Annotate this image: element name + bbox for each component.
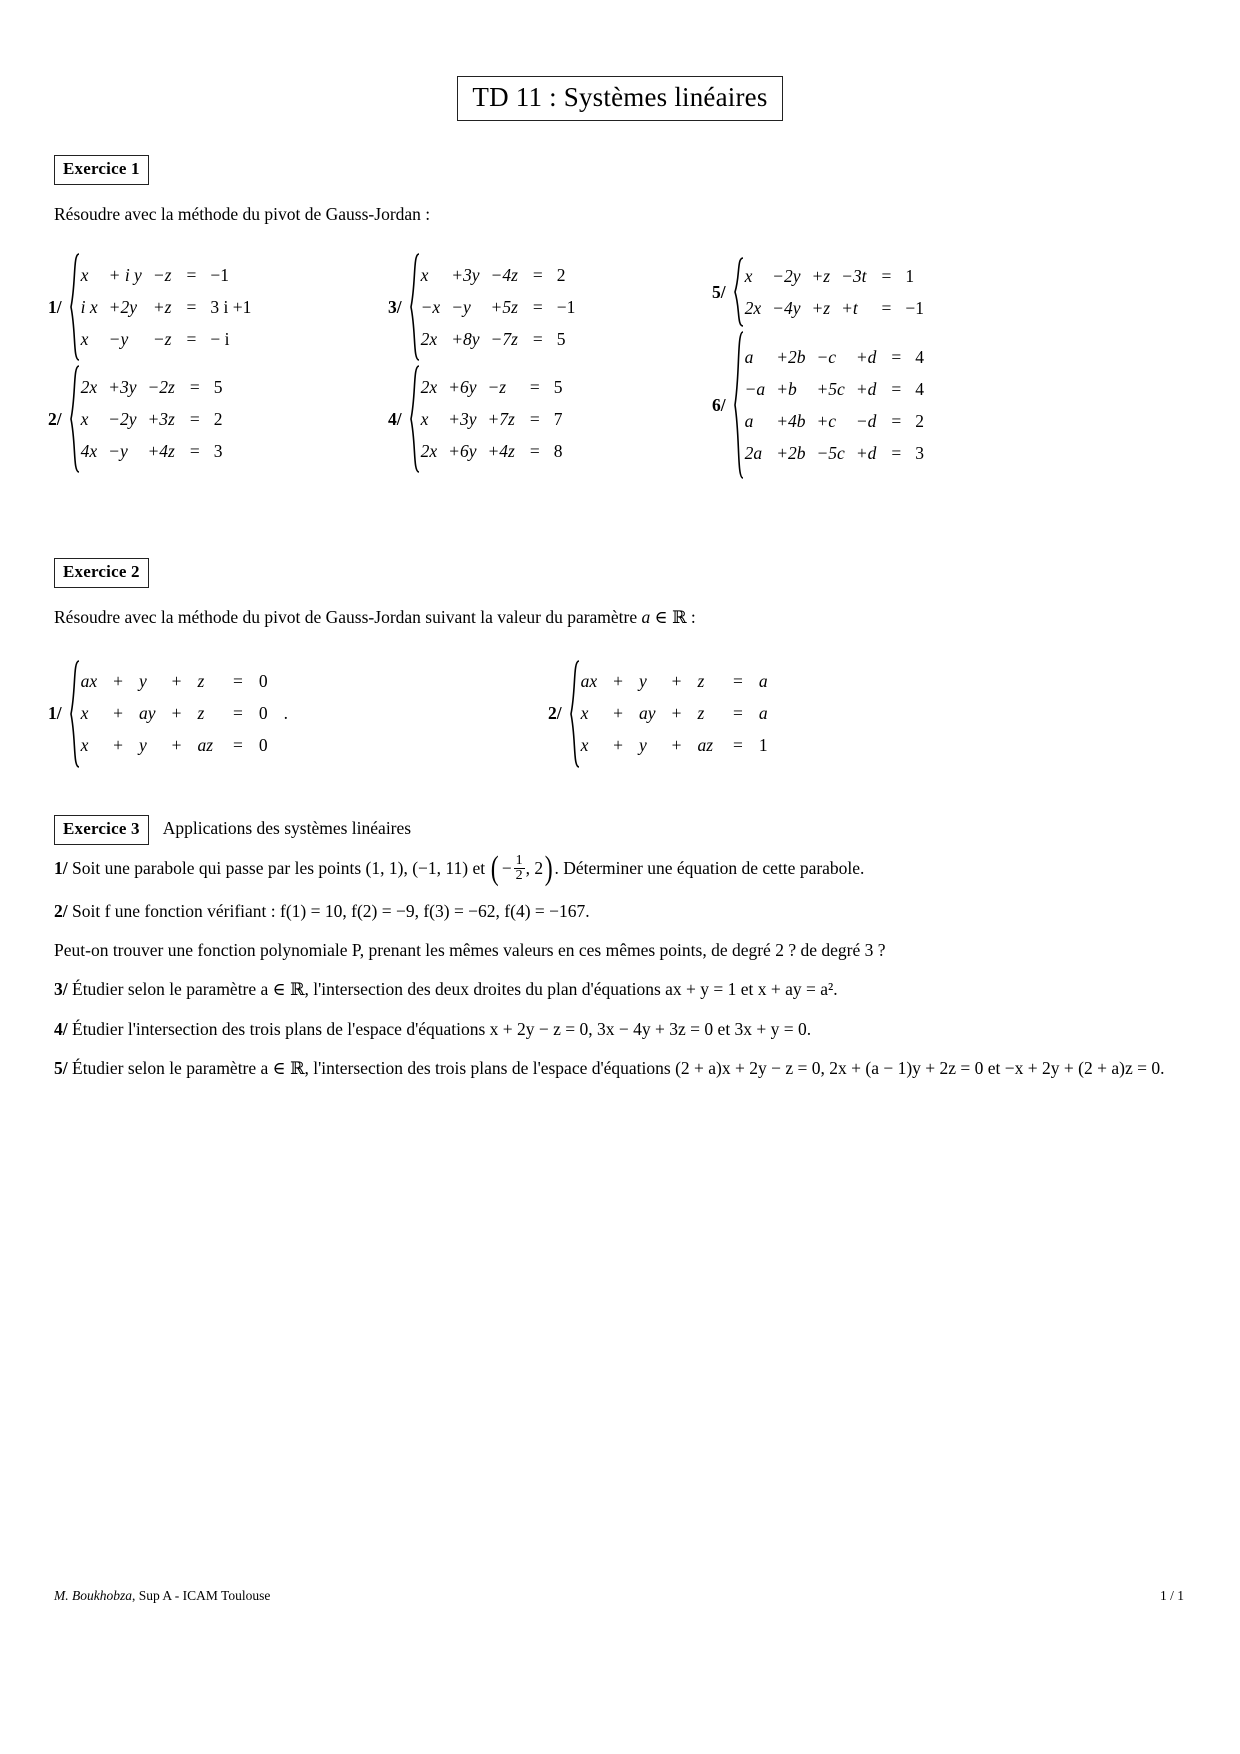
equation-row <box>421 259 576 291</box>
system-6-equations <box>745 341 924 469</box>
equals-sign: = <box>186 296 197 317</box>
term-4: +t <box>841 297 858 318</box>
term-4: +d <box>855 378 877 399</box>
exercise-2-heading <box>54 558 1240 588</box>
term-3: +c <box>816 410 837 431</box>
item-text: Étudier selon le paramètre a ∈ ℝ, l'intersection des trois plans de l'espace d'équations (2 + a)x + 2y − z = 0, 2x + (a − 1)y + 2z = 0 et −x + 2y + (2 + a)z = 0. <box>72 1057 1165 1078</box>
term-2: y <box>139 671 147 692</box>
term-4: −d <box>855 410 877 431</box>
equation-row <box>581 698 784 730</box>
left-brace-icon <box>407 252 421 362</box>
term-2: +2b <box>776 346 806 367</box>
system-5 <box>712 256 924 328</box>
page-title: TD 11 : Systèmes linéaires <box>457 76 782 121</box>
equals-sign: = <box>189 408 200 429</box>
exercise-2-intro-text: Résoudre avec la méthode du pivot de Gauss-Jordan suivant la valeur du paramètre <box>54 607 642 628</box>
term-2: +6y <box>448 376 477 397</box>
equation-row <box>81 698 304 730</box>
footer-page-number: 1 / 1 <box>1159 1588 1184 1603</box>
right-hand-side: 7 <box>553 408 563 429</box>
right-hand-side: 1 <box>905 265 915 286</box>
exercise-3-item-2-continued <box>54 937 1184 963</box>
exercise-2-intro <box>54 604 1184 632</box>
left-brace-icon <box>567 659 581 769</box>
term-3: −5c <box>816 442 845 463</box>
term-3: +5c <box>816 378 845 399</box>
term-1: x <box>420 408 429 429</box>
term-1: x <box>80 328 89 349</box>
operator-2: + <box>671 671 682 692</box>
term-2: +3y <box>448 408 477 429</box>
term-2: +3y <box>108 376 137 397</box>
close-paren-icon: ) <box>544 850 553 888</box>
equation-row <box>421 371 563 403</box>
equals-sign: = <box>881 265 892 286</box>
system-4 <box>388 364 562 474</box>
exercise-3-item-1 <box>54 850 1184 888</box>
equation-row <box>81 666 304 698</box>
equals-sign: = <box>733 735 743 756</box>
operator-1: + <box>113 703 124 724</box>
term-3: +z <box>152 296 172 317</box>
fraction <box>514 854 525 884</box>
right-hand-side: 2 <box>213 408 223 429</box>
term-3: −c <box>816 346 837 367</box>
term-2: ay <box>139 703 156 724</box>
equals-sign: = <box>532 264 543 285</box>
term-1: x <box>420 264 429 285</box>
term-1: i x <box>80 296 98 317</box>
system-1 <box>48 252 251 362</box>
term-1: ax <box>580 671 598 692</box>
system-4-equations <box>421 371 563 467</box>
equals-sign: = <box>529 408 540 429</box>
term-2: y <box>139 735 147 756</box>
system-1-equations <box>81 259 252 355</box>
operator-1: + <box>113 735 124 756</box>
item-text-b: . Déterminer une équation de cette parabole. <box>554 857 865 878</box>
system-2 <box>48 364 222 474</box>
equation-row <box>745 260 924 292</box>
term-1: 2x <box>420 376 438 397</box>
system-3-number: 3/ <box>388 296 402 317</box>
operator-1: + <box>613 735 624 756</box>
param-system-2-number: 2/ <box>548 703 562 724</box>
term-1: a <box>744 410 754 431</box>
term-3: +4z <box>147 440 175 461</box>
right-hand-side: 0 <box>258 671 268 692</box>
term-3: +7z <box>487 408 515 429</box>
term-3: +5z <box>490 296 518 317</box>
equation-row <box>81 323 252 355</box>
term-1: 4x <box>80 440 98 461</box>
equation-row <box>745 373 924 405</box>
term-2: +4b <box>776 410 806 431</box>
term-2: ay <box>639 703 656 724</box>
point-tail: , 2 <box>525 857 544 878</box>
term-2: −2y <box>772 265 801 286</box>
term-2: +2b <box>776 442 806 463</box>
term-2: −2y <box>108 408 137 429</box>
term-2: +b <box>776 378 797 399</box>
equals-sign: = <box>532 328 543 349</box>
right-hand-side: 3 i +1 <box>210 296 252 317</box>
term-1: x <box>80 264 89 285</box>
exercise-3-subtitle: Applications des systèmes linéaires <box>162 817 412 838</box>
term-3: +4z <box>487 440 515 461</box>
system-6 <box>712 330 924 480</box>
term-1: 2a <box>744 442 763 463</box>
equation-row <box>421 291 576 323</box>
term-1: x <box>744 265 753 286</box>
fraction-numerator: 1 <box>515 852 523 868</box>
term-4: +d <box>855 442 877 463</box>
term-4: −3t <box>841 265 867 286</box>
term-3: −2z <box>147 376 175 397</box>
param-system-1 <box>48 659 304 769</box>
operator-1: + <box>613 671 624 692</box>
term-1: x <box>80 408 89 429</box>
term-2: +2y <box>108 296 137 317</box>
equals-sign: = <box>891 346 902 367</box>
term-1: −a <box>744 378 766 399</box>
param-system-1-equations <box>81 666 304 762</box>
equals-sign: = <box>186 264 197 285</box>
right-hand-side: 4 <box>915 346 925 367</box>
right-hand-side: − i <box>210 328 230 349</box>
operator-2: + <box>671 735 682 756</box>
operator-2: + <box>171 703 182 724</box>
right-hand-side: 4 <box>915 378 925 399</box>
operator-1: + <box>613 703 624 724</box>
system-5-number: 5/ <box>712 281 726 302</box>
term-2: +3y <box>451 264 480 285</box>
term-3: az <box>197 735 213 756</box>
param-system-2 <box>548 659 784 769</box>
term-1: x <box>80 735 89 756</box>
item-number: 3/ <box>54 979 68 1000</box>
right-hand-side: 0 <box>258 703 268 724</box>
equation-row <box>421 435 563 467</box>
left-brace-icon <box>407 364 421 474</box>
term-1: 2x <box>420 328 438 349</box>
term-3: z <box>197 703 205 724</box>
term-3: az <box>697 735 713 756</box>
operator-2: + <box>671 703 682 724</box>
right-hand-side: 1 <box>758 735 768 756</box>
equals-sign: = <box>529 376 540 397</box>
right-hand-side: 0 <box>258 735 268 756</box>
equals-sign: = <box>189 440 200 461</box>
equals-sign: = <box>529 440 540 461</box>
exercise-1-systems <box>40 246 1210 506</box>
left-brace-icon <box>67 252 81 362</box>
item-text: Étudier l'intersection des trois plans de l'espace d'équations x + 2y − z = 0, 3x − 4y + 3z = 0 et 3x + y = 0. <box>72 1018 812 1039</box>
trailing-punctuation: . <box>283 703 288 724</box>
item-text: Peut-on trouver une fonction polynomiale P, prenant les mêmes valeurs en ces mêmes points, de degré 2 ? de degré 3 ? <box>54 940 886 961</box>
parameter-symbol: a <box>641 607 651 628</box>
term-3: z <box>697 703 705 724</box>
right-hand-side: a <box>758 703 768 724</box>
equation-row <box>745 341 924 373</box>
exercise-3-item-2 <box>54 898 1184 924</box>
system-4-number: 4/ <box>388 408 402 429</box>
membership-symbol: ∈ <box>650 607 672 628</box>
system-1-number: 1/ <box>48 296 62 317</box>
term-3: −7z <box>490 328 518 349</box>
document-title-container <box>0 76 1240 121</box>
system-2-number: 2/ <box>48 408 62 429</box>
item-text: Soit f une fonction vérifiant : f(1) = 10, f(2) = −9, f(3) = −62, f(4) = −167. <box>72 900 590 921</box>
equation-row <box>81 730 304 762</box>
equals-sign: = <box>532 296 543 317</box>
equation-row <box>81 291 252 323</box>
exercise-3-heading <box>54 815 1240 845</box>
term-3: −z <box>487 376 507 397</box>
right-hand-side: 2 <box>556 264 566 285</box>
term-3: +z <box>811 297 831 318</box>
left-brace-icon <box>67 364 81 474</box>
item-text-a: Soit une parabole qui passe par les points (1, 1), (−1, 11) et <box>72 857 490 878</box>
equation-row <box>745 437 924 469</box>
equation-row <box>81 403 223 435</box>
term-2: +6y <box>448 440 477 461</box>
system-3 <box>388 252 575 362</box>
term-3: −z <box>152 264 172 285</box>
system-6-number: 6/ <box>712 394 726 415</box>
param-system-1-number: 1/ <box>48 703 62 724</box>
equals-sign: = <box>233 671 243 692</box>
equals-sign: = <box>233 735 243 756</box>
right-hand-side: 2 <box>915 410 925 431</box>
right-hand-side: 5 <box>213 376 223 397</box>
operator-2: + <box>171 671 182 692</box>
term-1: a <box>744 346 754 367</box>
item-text: Étudier selon le paramètre a ∈ ℝ, l'intersection des deux droites du plan d'équations ax + y = 1 et x + ay = a². <box>72 979 838 1000</box>
equals-sign: = <box>189 376 200 397</box>
system-3-equations <box>421 259 576 355</box>
term-2: −y <box>108 440 128 461</box>
right-hand-side: −1 <box>556 296 576 317</box>
term-3: −4z <box>490 264 518 285</box>
term-3: +z <box>811 265 831 286</box>
term-3: z <box>197 671 205 692</box>
operator-2: + <box>171 735 182 756</box>
system-2-equations <box>81 371 223 467</box>
system-5-equations <box>745 260 924 324</box>
exercise-2-systems <box>40 655 1210 775</box>
term-1: 2x <box>420 440 438 461</box>
right-hand-side: −1 <box>905 297 925 318</box>
equation-row <box>81 259 252 291</box>
exercise-3-item-3 <box>54 976 1184 1002</box>
footer-left <box>54 1588 270 1604</box>
fraction-denominator: 2 <box>515 868 523 884</box>
term-1: −x <box>420 296 441 317</box>
left-brace-icon <box>731 330 745 480</box>
right-hand-side: 5 <box>553 376 563 397</box>
item-number: 5/ <box>54 1057 68 1078</box>
equation-row <box>581 666 784 698</box>
term-2: −y <box>108 328 129 349</box>
equation-row <box>745 292 924 324</box>
right-hand-side: 5 <box>556 328 566 349</box>
right-hand-side: 3 <box>915 442 925 463</box>
term-3: z <box>697 671 705 692</box>
equals-sign: = <box>891 410 902 431</box>
term-1: x <box>580 735 589 756</box>
term-2: +8y <box>451 328 480 349</box>
open-paren-icon: ( <box>491 850 500 888</box>
right-hand-side: a <box>758 671 768 692</box>
equals-sign: = <box>891 378 902 399</box>
term-2: + i y <box>108 264 142 285</box>
equation-row <box>421 323 576 355</box>
exercise-1-label: Exercice 1 <box>54 155 149 185</box>
equation-row <box>81 371 223 403</box>
equation-row <box>421 403 563 435</box>
right-hand-side: 8 <box>553 440 563 461</box>
term-4: +d <box>855 346 877 367</box>
term-3: −z <box>152 328 172 349</box>
equation-row <box>81 435 223 467</box>
equation-row <box>581 730 784 762</box>
operator-1: + <box>113 671 124 692</box>
item-number: 1/ <box>54 857 68 878</box>
footer-affiliation: , Sup A - ICAM Toulouse <box>132 1588 271 1603</box>
term-1: 2x <box>744 297 762 318</box>
term-2: y <box>639 671 647 692</box>
equals-sign: = <box>186 328 197 349</box>
footer-author: M. Boukhobza <box>54 1588 132 1603</box>
term-1: x <box>580 703 589 724</box>
equals-sign: = <box>233 703 243 724</box>
term-1: ax <box>80 671 98 692</box>
equation-row <box>745 405 924 437</box>
left-brace-icon <box>67 659 81 769</box>
intro-colon: : <box>686 607 696 628</box>
left-brace-icon <box>731 256 745 328</box>
right-hand-side: −1 <box>210 264 229 285</box>
term-2: −4y <box>772 297 801 318</box>
term-1: 2x <box>80 376 98 397</box>
equals-sign: = <box>733 703 743 724</box>
equals-sign: = <box>891 442 902 463</box>
equals-sign: = <box>733 671 743 692</box>
exercise-3-label: Exercice 3 <box>54 815 149 845</box>
term-2: −y <box>451 296 471 317</box>
term-1: x <box>80 703 89 724</box>
real-set-symbol: ℝ <box>671 608 687 629</box>
exercise-3-item-4 <box>54 1016 1184 1042</box>
minus-sign: − <box>500 857 513 878</box>
exercise-1-intro: Résoudre avec la méthode du pivot de Gauss-Jordan : <box>54 204 431 225</box>
term-3: +3z <box>147 408 175 429</box>
page-footer <box>54 1588 1184 1604</box>
exercise-3-item-5 <box>54 1055 1184 1081</box>
right-hand-side: 3 <box>213 440 223 461</box>
item-number: 2/ <box>54 900 68 921</box>
item-number: 4/ <box>54 1018 68 1039</box>
param-system-2-equations <box>581 666 784 762</box>
equals-sign: = <box>881 297 892 318</box>
term-2: y <box>639 735 647 756</box>
exercise-1-heading <box>54 155 1240 185</box>
exercise-2-label: Exercice 2 <box>54 558 149 588</box>
